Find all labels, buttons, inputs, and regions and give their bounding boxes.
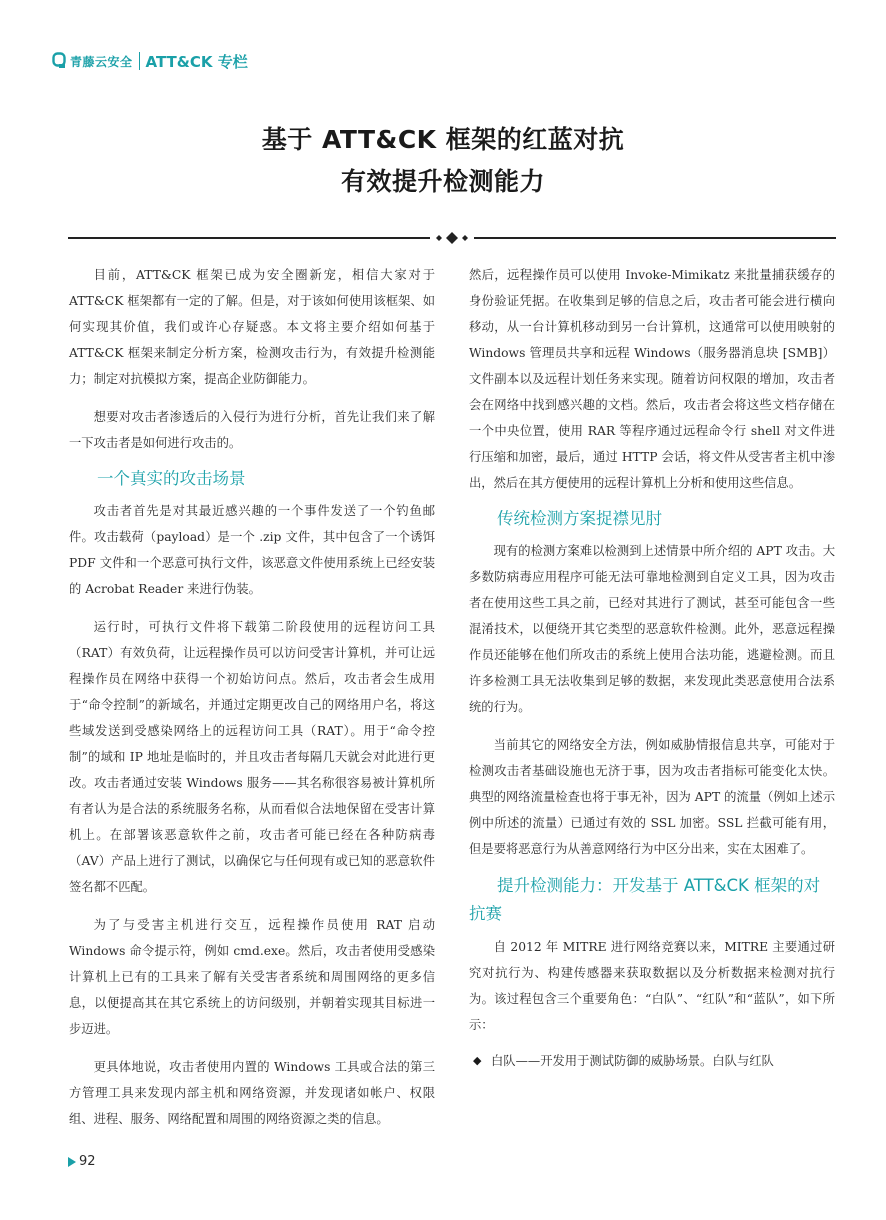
brand-name: 青藤云安全 <box>70 54 133 69</box>
column-name: ATT&CK 专栏 <box>145 52 248 71</box>
brand-logo-icon <box>52 52 66 70</box>
paragraph: 为了与受害主机进行交互，远程操作员使用 RAT 启动 Windows 命令提示符，例如 cmd.exe。然后，攻击者使用受感染计算机上已有的工具来了解有关受害者系统和周围网络的更多信息，以便提高其在其它系统上的访问级别，并朝着实现其目标进一步迈进。 <box>69 918 435 1036</box>
page-number <box>68 1154 96 1169</box>
list-item-text: 白队——开发用于测试防御的威胁场景。白队与红队 <box>491 1054 774 1068</box>
right-column <box>469 262 835 1074</box>
header-separator <box>139 52 140 70</box>
paragraph: 想要对攻击者渗透后的入侵行为进行分析，首先让我们来了解一下攻击者是如何进行攻击的。 <box>69 410 435 450</box>
diamond-bullet-icon: ◆ <box>473 1054 482 1067</box>
paragraph: 运行时，可执行文件将下载第二阶段使用的远程访问工具（RAT）有效负荷，让远程操作员可以访问受害计算机，并可让远程操作员在网络中获得一个初始访问点。然后，攻击者会生成用于“命令控制”的新域名，并通过定期更改自己的网络用户名，将这些域发送到受感染网络上的远程访问工具（RAT）。用于“命令控制”的域和 IP 地址是临时的，并且攻击者每隔几天就会对此进行更改。攻击者通过安装 Windows 服务——其名称很容易被计算机所有者认为是合法的系统服务名称，从而看似合法地保留在受害计算机上。在部署该恶意软件之前，攻击者可能已经在各种防病毒（AV）产品上进行了测试，以确保它与任何现有或已知的恶意软件签名都不匹配。 <box>69 620 435 894</box>
header <box>52 50 248 72</box>
paragraph: 然后，远程操作员可以使用 Invoke-Mimikatz 来批量捕获缓存的身份验证凭据。在收集到足够的信息之后，攻击者可能会进行横向移动，从一台计算机移动到另一台计算机，这通常可以使用映射的 Windows 管理员共享和远程 Windows（服务器消息块 [SMB]）文件副本以及远程计划任务来实现。随着访问权限的增加，攻击者会在网络中找到感兴趣的文档。然后，攻击者会将这些文档存储在一个中央位置，使用 RAR 等程序通过远程命令行 shell 对文件进行压缩和加密，最后，通过 HTTP 会话，将文件从受害者主机中渗出，然后在其方便使用的远程计算机上分析和使用这些信息。 <box>469 268 835 490</box>
page-title-line2: 有效提升检测能力 <box>340 167 545 196</box>
paragraph: 自 2012 年 MITRE 进行网络竞赛以来，MITRE 主要通过研究对抗行为、构建传感器来获取数据以及分析数据来检测对抗行为。该过程包含三个重要角色：“白队”、“红队”和“蓝队”，如下所示： <box>469 940 835 1032</box>
page-number-text: 92 <box>79 1154 96 1169</box>
paragraph: 攻击者首先是对其最近感兴趣的一个事件发送了一个钓鱼邮件。攻击载荷（payload）是一个 .zip 文件，其中包含了一个诱饵 PDF 文件和一个恶意可执行文件，该恶意文件使用系统上已经安装的 Acrobat Reader 来进行伪装。 <box>69 504 435 596</box>
list-item <box>469 1048 835 1074</box>
section-heading: 一个真实的攻击场景 <box>97 469 246 488</box>
paragraph: 更具体地说，攻击者使用内置的 Windows 工具或合法的第三方管理工具来发现内部主机和网络资源，并发现诸如帐户、权限组、进程、服务、网络配置和周围的网络资源之类的信息。 <box>69 1060 435 1126</box>
page-title-line1: 基于 ATT&CK 框架的红蓝对抗 <box>261 125 625 154</box>
section-heading: 提升检测能力：开发基于 ATT&CK 框架的对抗赛 <box>469 876 821 923</box>
title-divider-left <box>68 237 430 239</box>
page-marker-icon <box>68 1157 76 1167</box>
section-heading: 传统检测方案捉襟见肘 <box>497 509 663 528</box>
left-column <box>69 262 435 1132</box>
paragraph: 当前其它的网络安全方法，例如威胁情报信息共享，可能对于检测攻击者基础设施也无济于事，因为攻击者指标可能变化太快。典型的网络流量检查也将于事无补，因为 APT 的流量（例如上述示例中所述的流量）已通过有效的 SSL 加密。SSL 拦截可能有用，但是要将恶意行为从善意网络行为中区分出来，实在太困难了。 <box>469 738 835 856</box>
diamond-ornament-icon <box>430 230 474 246</box>
intro-paragraph: 目前，ATT&CK 框架已成为安全圈新宠，相信大家对于 ATT&CK 框架都有一定的了解。但是，对于该如何使用该框架、如何实现其价值，我们或许心存疑惑。本文将主要介绍如何基于 ATT&CK 框架来制定分析方案，检测攻击行为，有效提升检测能力；制定对抗模拟方案，提高企业防御能力。 <box>69 268 435 386</box>
title-divider-right <box>474 237 836 239</box>
paragraph: 现有的检测方案难以检测到上述情景中所介绍的 APT 攻击。大多数防病毒应用程序可能无法可靠地检测到自定义工具，因为攻击者在使用这些工具之前，已经对其进行了测试，甚至可能包含一些混淆技术，以便绕开其它类型的恶意软件检测。此外，恶意远程操作员还能够在他们所攻击的系统上使用合法功能，逃避检测。而且许多检测工具无法收集到足够的数据，来发现此类恶意使用合法系统的行为。 <box>469 544 835 714</box>
